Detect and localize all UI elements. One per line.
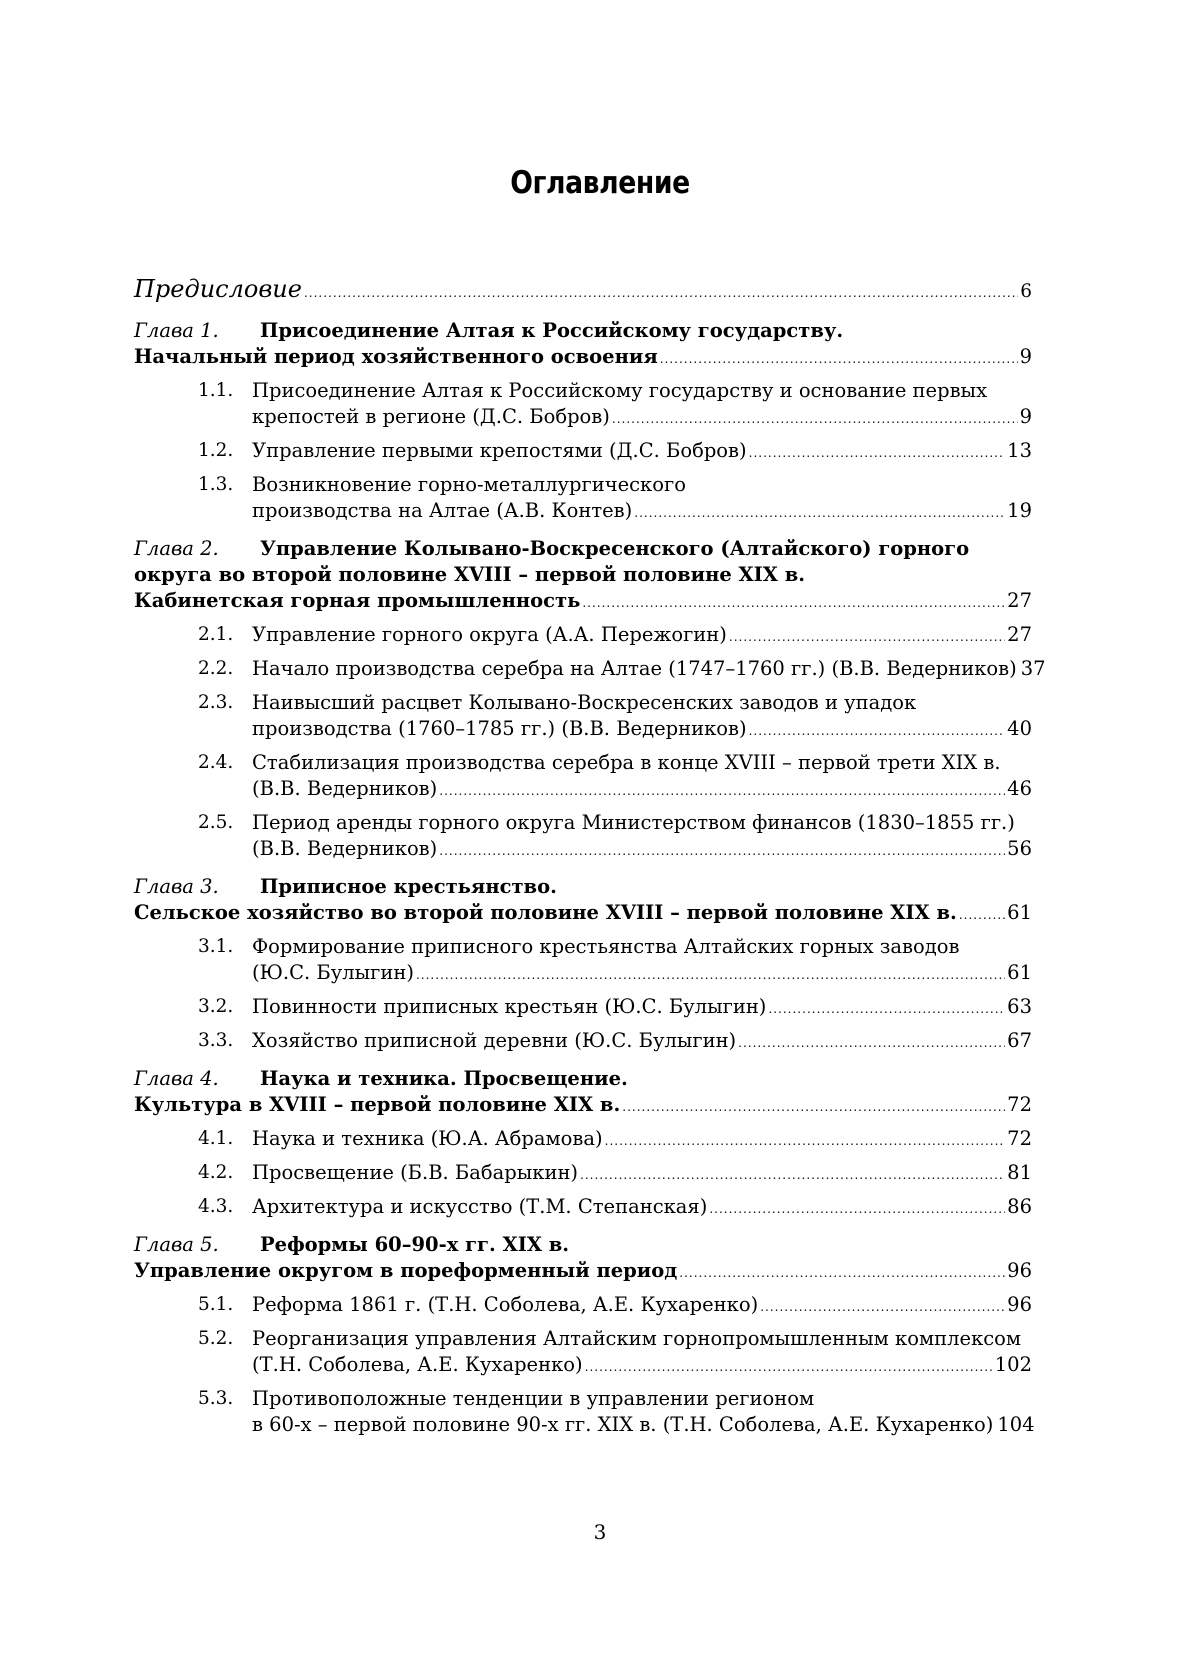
dot-leader [439,838,1005,864]
toc-section-number: 2.3. [198,692,234,713]
dot-leader [304,278,1018,308]
toc-section-title: Реорганизация управления Алтайским горнопромышленным комплексом [252,1327,1022,1350]
toc-section[interactable] [134,934,1032,988]
dot-leader [634,500,1005,526]
toc-section[interactable] [134,810,1032,864]
toc-section-title: (В.В. Ведерников) [252,777,438,800]
toc-chapter-title: округа во второй половине XVIII – первой половине XIX в. [134,563,806,586]
dot-leader [959,902,1005,928]
toc-page-number: 102 [994,1353,1032,1376]
toc-section-number: 2.5. [198,812,234,833]
toc-section-title: Стабилизация производства серебра в конце XVIII – первой трети XIX в. [252,751,1001,774]
page-title: Оглавление [510,165,690,201]
toc-chapter-line[interactable] [134,344,1032,372]
toc-section[interactable] [134,994,1032,1022]
toc-section-title: (В.В. Ведерников) [252,837,438,860]
toc-chapter-title: Кабинетская горная промышленность [134,589,581,612]
toc-section-number: 3.3. [198,1030,234,1051]
toc-section-title: Управление горного округа (А.А. Пережогин) [252,623,727,646]
dot-leader [709,1196,1005,1222]
toc-section-number: 5.3. [198,1388,234,1409]
toc-section-title: Наука и техника (Ю.А. Абрамова) [252,1127,603,1150]
toc-chapter-4 [134,1066,1032,1222]
toc-section-title: Период аренды горного округа Министерством финансов (1830–1855 гг.) [252,811,1015,834]
toc-page-number: 67 [1007,1029,1032,1052]
toc-section-title: (Т.Н. Соболева, А.Е. Кухаренко) [252,1353,583,1376]
toc-section-number: 1.2. [198,440,234,461]
toc-section-title: Наивысший расцвет Колывано-Воскресенских заводов и упадок [252,691,917,714]
toc-section[interactable] [134,622,1032,650]
toc-section[interactable] [134,378,1032,432]
toc-section-title: (Ю.С. Булыгин) [252,961,414,984]
toc-page-number: 9 [1019,405,1032,428]
toc-chapter-title: Присоединение Алтая к Российскому государству. [260,319,844,342]
toc-section-title: крепостей в регионе (Д.С. Бобров) [252,405,610,428]
toc-chapter-title: Культура в XVIII – первой половине XIX в. [134,1093,621,1116]
toc-chapter-title: Приписное крестьянство. [260,875,557,898]
toc-page-number: 37 [1020,657,1046,680]
toc-section[interactable] [134,750,1032,804]
dot-leader [729,624,1005,650]
toc-chapter-line[interactable] [134,536,1032,562]
toc-section[interactable] [134,1292,1032,1320]
toc-page-number: 72 [1007,1127,1032,1150]
dot-leader [768,996,1005,1022]
toc-chapter-5 [134,1232,1035,1440]
toc-section-title: Управление первыми крепостями (Д.С. Бобров) [252,439,747,462]
toc-section[interactable] [134,1386,1035,1440]
toc-section[interactable] [134,438,1032,466]
toc-page-number: 6 [1020,281,1032,302]
toc-chapter-line[interactable] [134,318,1032,344]
toc-section-title: Противоположные тенденции в управлении регионом [252,1387,815,1410]
dot-leader [760,1294,1005,1320]
toc-section-title: Архитектура и искусство (Т.М. Степанская) [252,1195,708,1218]
toc-page-number: 19 [1007,499,1032,522]
dot-leader [585,1354,993,1380]
toc-chapter-title: Управление округом в пореформенный период [134,1259,678,1282]
toc-section-number: 2.4. [198,752,234,773]
toc-section[interactable] [134,1194,1032,1222]
dot-leader [580,1162,1005,1188]
toc-section[interactable] [134,1028,1032,1056]
toc-chapter-line[interactable] [134,874,1032,900]
page-number: 3 [593,1520,607,1544]
toc-chapter-line[interactable] [134,1066,1032,1092]
toc-section-title: Формирование приписного крестьянства Алтайских горных заводов [252,935,960,958]
toc-preface[interactable] [134,274,1032,308]
toc-section-number: 1.3. [198,474,234,495]
toc-page-number: 40 [1007,717,1032,740]
dot-leader [605,1128,1006,1154]
toc-section-title: в 60-х – первой половине 90-х гг. XIX в. (Т.Н. Соболева, А.Е. Кухаренко) [252,1413,994,1436]
toc-chapter-label: Глава 5. [134,1233,219,1256]
toc-section-number: 3.1. [198,936,234,957]
toc-preface-label: Предисловие [134,275,302,303]
toc-page-number: 27 [1007,589,1032,612]
toc-section-number: 3.2. [198,996,234,1017]
toc-chapter-line[interactable] [134,900,1032,928]
toc-section-title: производства на Алтае (А.В. Контев) [252,499,633,522]
toc-chapter-2 [134,536,1046,864]
toc-chapter-title: Начальный период хозяйственного освоения [134,345,658,368]
toc-page-number: 104 [997,1413,1035,1436]
toc-section[interactable] [134,472,1032,526]
toc-section[interactable] [134,690,1032,744]
dot-leader [612,406,1018,432]
toc-section-title: Присоединение Алтая к Российскому государству и основание первых [252,379,988,402]
toc-page-number: 56 [1007,837,1032,860]
toc-page-number: 27 [1007,623,1032,646]
toc-section-title: Реформа 1861 г. (Т.Н. Соболева, А.Е. Кухаренко) [252,1293,759,1316]
toc-section-number: 4.2. [198,1162,234,1183]
toc-page-number: 61 [1007,961,1032,984]
toc-section[interactable] [134,1126,1032,1154]
dot-leader [582,590,1005,616]
toc-section-number: 1.1. [198,380,234,401]
dot-leader [749,440,1006,466]
dot-leader [738,1030,1005,1056]
toc-section-number: 2.2. [198,658,234,679]
toc-chapter-label: Глава 4. [134,1067,219,1090]
dot-leader [749,718,1006,744]
toc-section[interactable] [134,1326,1032,1380]
chapters-list [134,318,1046,1440]
toc-chapter-1 [134,318,1032,526]
toc-section-number: 4.1. [198,1128,234,1149]
toc-section-title: Возникновение горно-металлургического [252,473,686,496]
toc-page-number: 63 [1007,995,1032,1018]
dot-leader [679,1260,1005,1286]
toc-page-number: 96 [1007,1293,1032,1316]
dot-leader [660,346,1018,372]
toc-chapter-title: Наука и техника. Просвещение. [260,1067,628,1090]
toc-section-number: 2.1. [198,624,234,645]
toc-chapter-title: Реформы 60–90-х гг. XIX в. [260,1233,570,1256]
toc-chapter-line[interactable] [134,1232,1032,1258]
toc-section-title: производства (1760–1785 гг.) (В.В. Ведерников) [252,717,747,740]
toc-section[interactable] [134,1160,1032,1188]
toc-page-number: 46 [1007,777,1032,800]
table-of-contents [134,274,1046,1440]
toc-chapter-3 [134,874,1032,1056]
toc-chapter-label: Глава 1. [134,319,219,342]
toc-page-number: 61 [1007,901,1032,924]
toc-page-number: 9 [1019,345,1032,368]
toc-section-title: Хозяйство приписной деревни (Ю.С. Булыгин) [252,1029,737,1052]
toc-section-number: 5.1. [198,1294,234,1315]
toc-chapter-line[interactable] [134,562,1032,588]
toc-page-number: 96 [1007,1259,1032,1282]
dot-leader [416,962,1005,988]
toc-section-title: Начало производства серебра на Алтае (1747–1760 гг.) (В.В. Ведерников) [252,657,1017,680]
toc-chapter-label: Глава 2. [134,537,219,560]
toc-chapter-title: Сельское хозяйство во второй половине XVIII – первой половине XIX в. [134,901,957,924]
toc-chapter-line[interactable] [134,1092,1032,1120]
toc-section-number: 4.3. [198,1196,234,1217]
toc-chapter-line[interactable] [134,588,1032,616]
toc-chapter-title: Управление Колывано-Воскресенского (Алтайского) горного [260,537,970,560]
toc-page-number: 72 [1007,1093,1032,1116]
toc-section-title: Просвещение (Б.В. Бабарыкин) [252,1161,579,1184]
toc-page-number: 13 [1007,439,1032,462]
toc-section[interactable] [134,656,1046,684]
dot-leader [622,1094,1005,1120]
toc-page-number: 86 [1007,1195,1032,1218]
dot-leader [439,778,1005,804]
toc-section-title: Повинности приписных крестьян (Ю.С. Булыгин) [252,995,767,1018]
toc-chapter-line[interactable] [134,1258,1032,1286]
toc-chapter-label: Глава 3. [134,875,219,898]
toc-page-number: 81 [1007,1161,1032,1184]
toc-section-number: 5.2. [198,1328,234,1349]
